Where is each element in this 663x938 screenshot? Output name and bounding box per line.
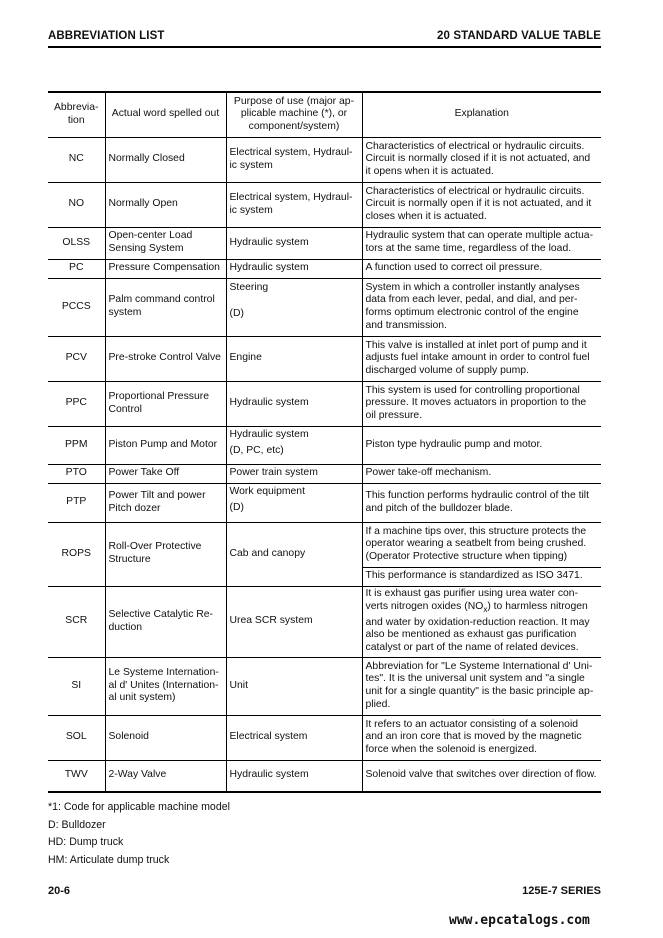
header-cell-explanation: Explanation: [362, 92, 601, 137]
abbr-cell: SOL: [48, 715, 105, 760]
word-cell: Pressure Compensation: [105, 259, 226, 278]
table-header-row: [48, 92, 601, 137]
explanation-cell: Piston type hydraulic pump and motor.: [362, 426, 601, 464]
header-cell-abbreviation: Abbrevia-tion: [48, 92, 105, 137]
abbr-cell: PPC: [48, 381, 105, 426]
table-row: [48, 715, 601, 760]
table-row: [48, 426, 601, 464]
footnote-line: HM: Articulate dump truck: [48, 853, 170, 866]
table-row: [48, 657, 601, 715]
purpose-cell: [226, 483, 362, 522]
header-chapter-title: 20 STANDARD VALUE TABLE: [437, 30, 601, 42]
explanation-text-post: ) to harmless nitrogen and water by oxidation-reduction reaction. It may also be mentioned as exhaust gas purification catalyst or part of the name of related devices.: [365, 601, 590, 653]
purpose-cell: Hydraulic system: [226, 381, 362, 426]
explanation-cell: A function used to correct oil pressure.: [362, 259, 601, 278]
abbr-cell: SI: [48, 657, 105, 715]
purpose-cell: Hydraulic system: [226, 760, 362, 792]
table-row: [48, 522, 601, 586]
header-rule: [48, 46, 601, 48]
header-cell-word: Actual word spelled out: [105, 92, 226, 137]
purpose-cell: Cab and canopy: [226, 522, 362, 586]
purpose-model-code: (D, PC, etc): [229, 445, 284, 457]
explanation-cell: This valve is installed at inlet port of pump and it adjusts fuel intake amount in order to control fuel discharged volume of supply pump.: [362, 336, 601, 381]
word-cell: Palm command control system: [105, 278, 226, 336]
purpose-cell: Hydraulic system: [226, 227, 362, 259]
table-row: [48, 259, 601, 278]
explanation-cell: [362, 522, 601, 586]
purpose-cell: Engine: [226, 336, 362, 381]
word-cell: Power Take Off: [105, 464, 226, 483]
explanation-text: If a machine tips over, this structure protects the operator wearing a seatbelt from being crushed. (Operator Protective structure when tipping): [365, 525, 587, 562]
explanation-cell: It refers to an actuator consisting of a solenoid and an iron core that is moved by the magnetic force when the solenoid is energized.: [362, 715, 601, 760]
explanation-subscript: x: [483, 605, 488, 615]
table-row: [48, 483, 601, 522]
purpose-cell: Hydraulic system: [226, 259, 362, 278]
abbr-cell: PTO: [48, 464, 105, 483]
explanation-cell: Power take-off mechanism.: [362, 464, 601, 483]
abbr-cell: NO: [48, 182, 105, 227]
word-cell: Normally Closed: [105, 137, 226, 182]
abbreviation-table: [48, 91, 601, 793]
abbr-cell: TWV: [48, 760, 105, 792]
abbr-cell: PPM: [48, 426, 105, 464]
explanation-text-pre: It is exhaust gas purifier using urea water con-verts nitrogen oxides (NO: [365, 588, 579, 613]
table-row: [48, 336, 601, 381]
word-cell: Open-center Load Sensing System: [105, 227, 226, 259]
explanation-cell: [362, 586, 601, 657]
explanation-cell: Abbreviation for "Le Systeme International d' Uni-tes". It is the universal unit system and "a single unit for a single quantity" is the basic principle ap-plied.: [362, 657, 601, 715]
table-row: [48, 586, 601, 657]
purpose-cell: [226, 278, 362, 336]
explanation-standard-note: This performance is standardized as ISO 3471.: [363, 567, 602, 584]
purpose-cell: Urea SCR system: [226, 586, 362, 657]
abbr-cell: PCCS: [48, 278, 105, 336]
purpose-cell: Electrical system: [226, 715, 362, 760]
table-row: [48, 182, 601, 227]
table-row: [48, 381, 601, 426]
abbr-cell: PC: [48, 259, 105, 278]
footnotes: [48, 799, 230, 869]
page-number: 20-6: [48, 885, 71, 897]
abbr-cell: NC: [48, 137, 105, 182]
footnote-line: D: Bulldozer: [48, 818, 106, 831]
table-row: [48, 760, 601, 792]
header-section-title: ABBREVIATION LIST: [48, 30, 165, 42]
word-cell: Proportional Pressure Control: [105, 381, 226, 426]
header-cell-purpose: Purpose of use (major ap-plicable machine (*), or component/system): [226, 92, 362, 137]
table-row: [48, 464, 601, 483]
word-cell: Selective Catalytic Re-duction: [105, 586, 226, 657]
abbr-cell: SCR: [48, 586, 105, 657]
word-cell: Roll-Over Protective Structure: [105, 522, 226, 586]
table-row: [48, 227, 601, 259]
purpose-cell: [226, 426, 362, 464]
word-cell: Piston Pump and Motor: [105, 426, 226, 464]
abbr-cell: OLSS: [48, 227, 105, 259]
purpose-line: Work equipment: [229, 485, 305, 497]
explanation-cell: This function performs hydraulic control of the tilt and pitch of the bulldozer blade.: [362, 483, 601, 522]
purpose-line: Hydraulic system: [229, 428, 309, 440]
word-cell: Normally Open: [105, 182, 226, 227]
table-row: [48, 137, 601, 182]
word-cell: 2-Way Valve: [105, 760, 226, 792]
explanation-cell: Solenoid valve that switches over direction of flow.: [362, 760, 601, 792]
series-label: 125E-7 SERIES: [522, 885, 601, 897]
purpose-line: Steering: [229, 281, 269, 293]
abbr-cell: ROPS: [48, 522, 105, 586]
abbr-cell: PTP: [48, 483, 105, 522]
word-cell: Solenoid: [105, 715, 226, 760]
purpose-cell: Electrical system, Hydraul-ic system: [226, 137, 362, 182]
purpose-cell: Power train system: [226, 464, 362, 483]
purpose-cell: Electrical system, Hydraul-ic system: [226, 182, 362, 227]
purpose-cell: Unit: [226, 657, 362, 715]
explanation-cell: System in which a controller instantly analyses data from each lever, pedal, and dial, and per-forms optimum electronic control of the engine and transmission.: [362, 278, 601, 336]
purpose-model-code: (D): [229, 308, 244, 320]
word-cell: Le Systeme Internation-al d' Unites (Internation-al unit system): [105, 657, 226, 715]
purpose-model-code: (D): [229, 502, 244, 514]
abbr-cell: PCV: [48, 336, 105, 381]
table-row: [48, 278, 601, 336]
footnote-line: *1: Code for applicable machine model: [48, 801, 230, 813]
explanation-cell: Characteristics of electrical or hydraulic circuits. Circuit is normally open if it is not actuated, and it closes when it is actuated.: [362, 182, 601, 227]
footnote-line: HD: Dump truck: [48, 836, 124, 849]
explanation-cell: Characteristics of electrical or hydraulic circuits. Circuit is normally closed if it is not actuated, and it opens when it is actuated.: [362, 137, 601, 182]
explanation-cell: Hydraulic system that can operate multiple actua-tors at the same time, regardless of the load.: [362, 227, 601, 259]
word-cell: Pre-stroke Control Valve: [105, 336, 226, 381]
watermark-link[interactable]: www.epcatalogs.com: [449, 913, 590, 928]
word-cell: Power Tilt and power Pitch dozer: [105, 483, 226, 522]
page-header: [48, 30, 601, 46]
explanation-cell: This system is used for controlling proportional pressure. It moves actuators in proportion to the oil pressure.: [362, 381, 601, 426]
